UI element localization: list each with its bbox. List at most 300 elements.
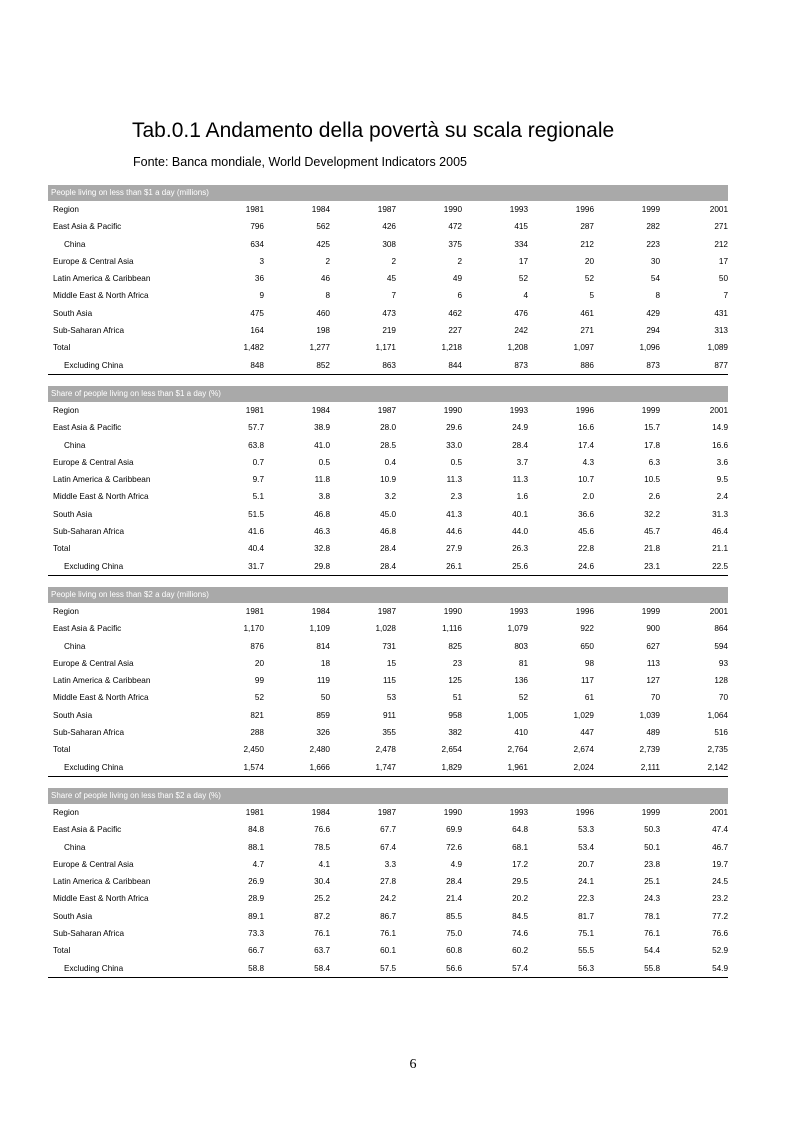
table-cell: 212 <box>714 239 728 249</box>
table-cell: 84.8 <box>248 825 264 835</box>
table-cell: 4.1 <box>318 859 330 869</box>
table-cell: 115 <box>382 676 396 686</box>
table-cell: 5 <box>589 291 594 301</box>
table-cell: 28.4 <box>330 558 396 576</box>
table-cell: 18 <box>320 658 330 668</box>
table-row <box>48 638 728 655</box>
table-cell: 45.6 <box>578 527 594 537</box>
row-label: Sub-Saharan Africa <box>53 928 125 938</box>
row-label: Latin America & Caribbean <box>53 877 151 887</box>
table-row <box>48 856 728 873</box>
column-header-row <box>48 201 728 218</box>
table-cell: 67.4 <box>380 842 396 852</box>
table-cell: 859 <box>316 710 330 720</box>
table-cell: 15.7 <box>644 423 660 433</box>
table-cell: 814 <box>316 641 330 651</box>
column-header-year: 1996 <box>575 405 594 415</box>
table-cell: 429 <box>646 308 660 318</box>
table-cell: 731 <box>382 641 396 651</box>
table-cell: 873 <box>462 357 528 375</box>
table-cell: 2 <box>457 256 462 266</box>
table-cell: 46 <box>320 274 330 284</box>
table-cell: 57.4 <box>462 960 528 978</box>
table-cell: 2,450 <box>243 745 264 755</box>
table-cell: 1,089 <box>707 343 728 353</box>
table-cell: 24.3 <box>644 894 660 904</box>
row-label: Sub-Saharan Africa <box>53 527 125 537</box>
table-cell: 36.6 <box>578 509 594 519</box>
table-cell: 634 <box>250 239 264 249</box>
table-cell: 2 <box>391 256 396 266</box>
table-cell: 40.4 <box>248 544 264 554</box>
table-cell: 15 <box>386 658 396 668</box>
table-cell: 803 <box>514 641 528 651</box>
table-row <box>48 925 728 942</box>
table-cell: 460 <box>316 308 330 318</box>
table-cell: 1,208 <box>507 343 528 353</box>
row-label: Europe & Central Asia <box>53 457 134 467</box>
table-row <box>48 839 728 856</box>
table-cell: 41.0 <box>314 440 330 450</box>
table-row <box>48 236 728 253</box>
row-label: Latin America & Caribbean <box>53 274 151 284</box>
column-header-row <box>48 402 728 419</box>
table-cell: 85.5 <box>446 911 462 921</box>
table-cell: 3.3 <box>384 859 396 869</box>
table-cell: 4.3 <box>582 457 594 467</box>
column-header-year: 1993 <box>509 405 528 415</box>
table-cell: 11.8 <box>314 475 330 485</box>
table-cell: 52 <box>518 274 528 284</box>
table-cell: 6.3 <box>648 457 660 467</box>
table-cell: 288 <box>250 728 264 738</box>
table-row <box>48 270 728 287</box>
table-cell: 81.7 <box>578 911 594 921</box>
table-cell: 54 <box>650 274 660 284</box>
table-cell: 1,096 <box>639 343 660 353</box>
row-label: China <box>64 239 86 249</box>
table-cell: 271 <box>714 222 728 232</box>
row-label: South Asia <box>53 911 93 921</box>
table-cell: 308 <box>382 239 396 249</box>
table-cell: 51.5 <box>248 509 264 519</box>
table-row <box>48 454 728 471</box>
table-cell: 958 <box>448 710 462 720</box>
table-cell: 74.6 <box>512 928 528 938</box>
table-cell: 128 <box>714 676 728 686</box>
table-row <box>48 540 728 557</box>
table-cell: 1,170 <box>243 624 264 634</box>
table-row <box>48 908 728 925</box>
table-cell: 52 <box>584 274 594 284</box>
table-section <box>48 788 728 978</box>
table-cell: 24.1 <box>578 877 594 887</box>
table-cell: 0.7 <box>252 457 264 467</box>
table-cell: 21.4 <box>446 894 462 904</box>
table-cell: 72.6 <box>446 842 462 852</box>
table-cell: 516 <box>714 728 728 738</box>
table-row <box>48 724 728 741</box>
table-row <box>48 287 728 304</box>
table-cell: 46.8 <box>314 509 330 519</box>
row-label: Europe & Central Asia <box>53 658 134 668</box>
column-header-year: 1993 <box>509 205 528 214</box>
column-header-region: Region <box>53 405 79 415</box>
table-cell: 23.1 <box>594 558 660 576</box>
table-cell: 63.7 <box>314 946 330 956</box>
table-cell: 119 <box>316 676 330 686</box>
column-header-year: 2001 <box>709 807 728 817</box>
table-cell: 70 <box>650 693 660 703</box>
column-header-year: 2001 <box>709 405 728 415</box>
table-cell: 242 <box>514 326 528 336</box>
table-cell: 10.9 <box>380 475 396 485</box>
table-cell: 60.1 <box>380 946 396 956</box>
column-header-year: 1987 <box>377 205 396 214</box>
page-number: 6 <box>409 1057 417 1072</box>
row-label: Excluding China <box>48 759 198 777</box>
table-cell: 52 <box>518 693 528 703</box>
table-cell: 21.1 <box>712 544 728 554</box>
table-cell: 4.7 <box>252 859 264 869</box>
column-header-year: 1987 <box>377 405 396 415</box>
column-header-year: 1984 <box>311 807 330 817</box>
table-cell: 89.1 <box>248 911 264 921</box>
table-cell: 1,028 <box>375 624 396 634</box>
table-cell: 2,478 <box>375 745 396 755</box>
table-row <box>48 821 728 838</box>
table-cell: 30.4 <box>314 877 330 887</box>
table-cell: 44.6 <box>446 527 462 537</box>
data-table <box>48 402 728 576</box>
table-cell: 3.8 <box>318 492 330 502</box>
table-row <box>48 620 728 637</box>
table-cell: 0.5 <box>318 457 330 467</box>
row-label: East Asia & Pacific <box>53 222 122 232</box>
row-label: Sub-Saharan Africa <box>53 728 125 738</box>
table-cell: 2.0 <box>582 492 594 502</box>
table-cell: 24.6 <box>528 558 594 576</box>
column-header-row <box>48 603 728 620</box>
table-cell: 113 <box>646 658 660 668</box>
table-cell: 1,079 <box>507 624 528 634</box>
table-cell: 4.9 <box>450 859 462 869</box>
table-cell: 821 <box>250 710 264 720</box>
table-cell: 16.6 <box>578 423 594 433</box>
table-cell: 50 <box>718 274 728 284</box>
table-cell: 28.4 <box>512 440 528 450</box>
column-header-year: 1999 <box>641 405 660 415</box>
table-cell: 1,029 <box>573 710 594 720</box>
table-cell: 25.2 <box>314 894 330 904</box>
table-cell: 33.0 <box>446 440 462 450</box>
table-row <box>48 523 728 540</box>
row-label: Excluding China <box>48 357 198 375</box>
table-cell: 45 <box>386 274 396 284</box>
table-cell: 164 <box>250 326 264 336</box>
table-cell: 117 <box>580 676 594 686</box>
table-cell: 650 <box>580 641 594 651</box>
table-cell: 476 <box>514 308 528 318</box>
table-cell: 382 <box>448 728 462 738</box>
table-cell: 3.7 <box>516 457 528 467</box>
column-header-year: 1990 <box>443 405 462 415</box>
table-cell: 2.6 <box>648 492 660 502</box>
table-cell: 313 <box>714 326 728 336</box>
table-cell: 64.8 <box>512 825 528 835</box>
table-cell: 98 <box>584 658 594 668</box>
table-section <box>48 587 728 777</box>
section-header: Share of people living on less than $2 a day (%) <box>48 788 728 804</box>
table-cell: 1,097 <box>573 343 594 353</box>
table-cell: 1,277 <box>309 343 330 353</box>
table-cell: 844 <box>396 357 462 375</box>
column-header-year: 1999 <box>641 205 660 214</box>
table-cell: 125 <box>448 676 462 686</box>
table-cell: 136 <box>514 676 528 686</box>
table-cell: 6 <box>457 291 462 301</box>
column-header-year: 1993 <box>509 606 528 616</box>
table-cell: 84.5 <box>512 911 528 921</box>
table-cell: 876 <box>250 641 264 651</box>
table-cell: 51 <box>452 693 462 703</box>
table-cell: 11.3 <box>446 475 462 485</box>
table-cell: 75.0 <box>446 928 462 938</box>
table-cell: 7 <box>391 291 396 301</box>
column-header-year: 1990 <box>443 205 462 214</box>
table-row <box>48 339 728 356</box>
table-cell: 31.3 <box>712 509 728 519</box>
table-cell: 426 <box>382 222 396 232</box>
table-cell: 77.2 <box>712 911 728 921</box>
column-header-year: 1987 <box>377 606 396 616</box>
table-cell: 2,111 <box>594 759 660 777</box>
table-cell: 63.8 <box>248 440 264 450</box>
row-label: South Asia <box>53 509 93 519</box>
table-cell: 1,961 <box>462 759 528 777</box>
row-label: Excluding China <box>48 558 198 576</box>
table-cell: 1,574 <box>198 759 264 777</box>
table-cell: 69.9 <box>446 825 462 835</box>
table-cell: 852 <box>264 357 330 375</box>
table-cell: 56.6 <box>396 960 462 978</box>
table-cell: 32.8 <box>314 544 330 554</box>
table-cell: 461 <box>580 308 594 318</box>
row-label: South Asia <box>53 710 93 720</box>
table-cell: 1,109 <box>309 624 330 634</box>
table-cell: 40.1 <box>512 509 528 519</box>
table-cell: 489 <box>646 728 660 738</box>
table-cell: 45.0 <box>380 509 396 519</box>
table-cell: 562 <box>316 222 330 232</box>
table-cell: 41.6 <box>248 527 264 537</box>
table-cell: 475 <box>250 308 264 318</box>
table-cell: 17.2 <box>512 859 528 869</box>
table-cell: 3.2 <box>384 492 396 502</box>
table-cell: 25.6 <box>462 558 528 576</box>
table-cell: 26.3 <box>512 544 528 554</box>
table-cell: 2.3 <box>450 492 462 502</box>
table-cell: 99 <box>254 676 264 686</box>
column-header-year: 1990 <box>443 606 462 616</box>
table-cell: 30 <box>650 256 660 266</box>
table-cell: 49 <box>452 274 462 284</box>
table-cell: 87.2 <box>314 911 330 921</box>
table-cell: 70 <box>718 693 728 703</box>
table-cell: 3.6 <box>716 457 728 467</box>
table-row <box>48 419 728 436</box>
table-cell: 46.3 <box>314 527 330 537</box>
row-label: Total <box>53 343 71 353</box>
table-cell: 425 <box>316 239 330 249</box>
table-cell: 52 <box>254 693 264 703</box>
table-cell: 9.5 <box>716 475 728 485</box>
table-cell: 0.4 <box>384 457 396 467</box>
table-row <box>48 357 728 375</box>
table-cell: 24.9 <box>512 423 528 433</box>
row-label: Europe & Central Asia <box>53 256 134 266</box>
data-table <box>48 201 728 375</box>
table-cell: 27.9 <box>446 544 462 554</box>
table-cell: 22.5 <box>660 558 728 576</box>
column-header-region: Region <box>53 807 79 817</box>
table-row <box>48 689 728 706</box>
table-cell: 93 <box>718 658 728 668</box>
row-label: Total <box>53 544 71 554</box>
column-header-year: 1984 <box>311 606 330 616</box>
table-cell: 76.6 <box>314 825 330 835</box>
table-cell: 9 <box>259 291 264 301</box>
table-cell: 1.6 <box>516 492 528 502</box>
table-row <box>48 437 728 454</box>
table-cell: 8 <box>655 291 660 301</box>
table-cell: 86.7 <box>380 911 396 921</box>
table-cell: 212 <box>580 239 594 249</box>
table-cell: 38.9 <box>314 423 330 433</box>
table-cell: 44.0 <box>512 527 528 537</box>
table-cell: 24.5 <box>712 877 728 887</box>
column-header-year: 1981 <box>245 606 264 616</box>
table-cell: 326 <box>316 728 330 738</box>
table-cell: 431 <box>714 308 728 318</box>
table-row <box>48 506 728 523</box>
row-label: East Asia & Pacific <box>53 423 122 433</box>
table-cell: 55.5 <box>578 946 594 956</box>
table-cell: 1,064 <box>707 710 728 720</box>
table-row <box>48 672 728 689</box>
table-cell: 2,480 <box>309 745 330 755</box>
table-cell: 2,674 <box>573 745 594 755</box>
table-cell: 28.4 <box>446 877 462 887</box>
table-cell: 50.1 <box>644 842 660 852</box>
table-cell: 53.4 <box>578 842 594 852</box>
column-header-year: 1990 <box>443 807 462 817</box>
table-cell: 50.3 <box>644 825 660 835</box>
table-cell: 227 <box>448 326 462 336</box>
table-source: Fonte: Banca mondiale, World Development Indicators 2005 <box>133 155 467 169</box>
table-cell: 9.7 <box>252 475 264 485</box>
table-cell: 2 <box>325 256 330 266</box>
table-row <box>48 707 728 724</box>
column-header-year: 1981 <box>245 405 264 415</box>
table-cell: 127 <box>646 676 660 686</box>
table-cell: 29.5 <box>512 877 528 887</box>
table-cell: 10.7 <box>578 475 594 485</box>
table-row <box>48 655 728 672</box>
table-cell: 5.1 <box>252 492 264 502</box>
table-cell: 20.2 <box>512 894 528 904</box>
table-cell: 32.2 <box>644 509 660 519</box>
table-cell: 886 <box>528 357 594 375</box>
table-cell: 20.7 <box>578 859 594 869</box>
table-row <box>48 558 728 576</box>
table-cell: 22.8 <box>578 544 594 554</box>
table-cell: 2,654 <box>441 745 462 755</box>
table-cell: 57.5 <box>330 960 396 978</box>
table-cell: 355 <box>382 728 396 738</box>
data-table <box>48 804 728 978</box>
table-cell: 415 <box>514 222 528 232</box>
table-cell: 22.3 <box>578 894 594 904</box>
table-cell: 28.4 <box>380 544 396 554</box>
table-cell: 848 <box>198 357 264 375</box>
table-title: Tab.0.1 Andamento della povertà su scala regionale <box>132 119 615 142</box>
table-cell: 17.8 <box>644 440 660 450</box>
table-cell: 873 <box>594 357 660 375</box>
table-cell: 282 <box>646 222 660 232</box>
table-cell: 16.6 <box>712 440 728 450</box>
column-header-year: 1999 <box>641 606 660 616</box>
table-cell: 2,739 <box>639 745 660 755</box>
table-cell: 29.8 <box>264 558 330 576</box>
table-row <box>48 873 728 890</box>
data-table <box>48 603 728 777</box>
table-cell: 53.3 <box>578 825 594 835</box>
table-cell: 11.3 <box>512 475 528 485</box>
table-cell: 47.4 <box>712 825 728 835</box>
section-header: Share of people living on less than $1 a day (%) <box>48 386 728 402</box>
table-cell: 23.2 <box>712 894 728 904</box>
table-cell: 825 <box>448 641 462 651</box>
row-label: South Asia <box>53 308 93 318</box>
table-row <box>48 322 728 339</box>
table-cell: 334 <box>514 239 528 249</box>
table-cell: 75.1 <box>578 928 594 938</box>
table-cell: 375 <box>448 239 462 249</box>
table-cell: 67.7 <box>380 825 396 835</box>
table-cell: 1,218 <box>441 343 462 353</box>
column-header-year: 1981 <box>245 205 264 214</box>
table-row <box>48 305 728 322</box>
table-cell: 287 <box>580 222 594 232</box>
table-cell: 2,735 <box>707 745 728 755</box>
table-cell: 2,142 <box>660 759 728 777</box>
table-cell: 54.4 <box>644 946 660 956</box>
table-cell: 58.8 <box>198 960 264 978</box>
table-cell: 27.8 <box>380 877 396 887</box>
table-cell: 41.3 <box>446 509 462 519</box>
table-cell: 36 <box>254 274 264 284</box>
table-cell: 922 <box>580 624 594 634</box>
table-row <box>48 253 728 270</box>
column-header-region: Region <box>53 205 79 214</box>
table-cell: 46.8 <box>380 527 396 537</box>
table-cell: 1,171 <box>375 343 396 353</box>
table-cell: 447 <box>580 728 594 738</box>
row-label: China <box>64 440 86 450</box>
column-header-year: 2001 <box>709 205 728 214</box>
table-cell: 19.7 <box>712 859 728 869</box>
